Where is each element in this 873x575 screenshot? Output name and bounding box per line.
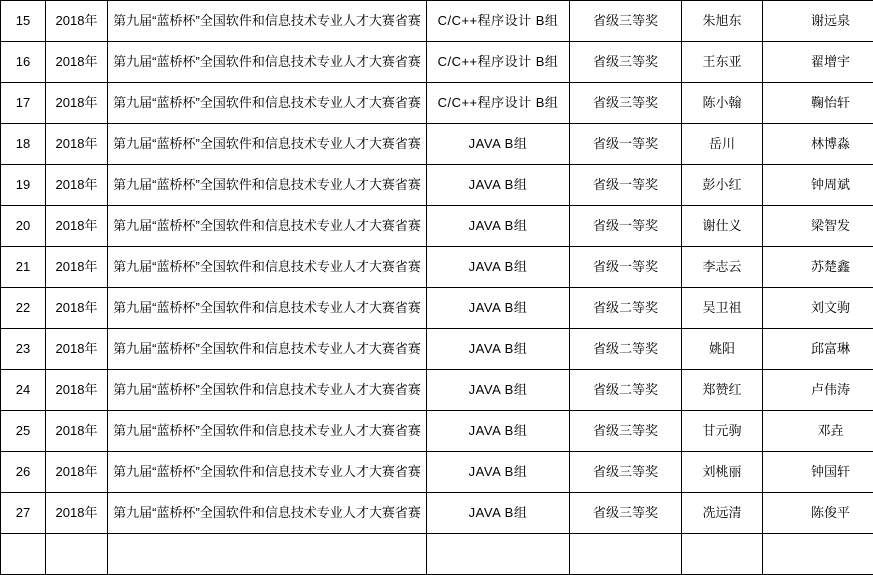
cell-level: 省级三等奖 — [570, 493, 682, 534]
cell-year: 2018年 — [46, 329, 108, 370]
cell-teacher: 陈俊平 — [763, 493, 873, 534]
cell-index — [1, 534, 46, 575]
cell-teacher: 刘文驹 — [763, 288, 873, 329]
cell-group: JAVA B组 — [427, 370, 570, 411]
cell-index: 17 — [1, 83, 46, 124]
cell-teacher: 林博淼 — [763, 124, 873, 165]
cell-index: 16 — [1, 42, 46, 83]
cell-group: JAVA B组 — [427, 493, 570, 534]
cell-group: JAVA B组 — [427, 247, 570, 288]
cell-group: JAVA B组 — [427, 452, 570, 493]
cell-student: 谢仕义 — [682, 206, 763, 247]
cell-competition: 第九届“蓝桥杯”全国软件和信息技术专业人才大赛省赛 — [108, 288, 427, 329]
cell-index: 23 — [1, 329, 46, 370]
cell-competition: 第九届“蓝桥杯”全国软件和信息技术专业人才大赛省赛 — [108, 1, 427, 42]
cell-group: C/C++程序设计 B组 — [427, 42, 570, 83]
cell-group: JAVA B组 — [427, 206, 570, 247]
cell-level: 省级一等奖 — [570, 247, 682, 288]
cell-year: 2018年 — [46, 83, 108, 124]
cell-index: 20 — [1, 206, 46, 247]
cell-level: 省级三等奖 — [570, 1, 682, 42]
cell-student: 李志云 — [682, 247, 763, 288]
cell-year: 2018年 — [46, 1, 108, 42]
cell-year: 2018年 — [46, 370, 108, 411]
cell-teacher: 邓垚 — [763, 411, 873, 452]
table-row — [1, 370, 873, 411]
cell-year: 2018年 — [46, 288, 108, 329]
table-row — [1, 165, 873, 206]
cell-group: JAVA B组 — [427, 329, 570, 370]
table-row — [1, 411, 873, 452]
cell-student: 朱旭东 — [682, 1, 763, 42]
cell-competition: 第九届“蓝桥杯”全国软件和信息技术专业人才大赛省赛 — [108, 42, 427, 83]
cell-index: 19 — [1, 165, 46, 206]
cell-group: JAVA B组 — [427, 411, 570, 452]
cell-teacher: 邱富琳 — [763, 329, 873, 370]
cell-competition — [108, 534, 427, 575]
cell-group: JAVA B组 — [427, 288, 570, 329]
cell-student: 陈小翰 — [682, 83, 763, 124]
table-row — [1, 452, 873, 493]
cell-competition: 第九届“蓝桥杯”全国软件和信息技术专业人才大赛省赛 — [108, 206, 427, 247]
cell-index: 21 — [1, 247, 46, 288]
cell-index: 24 — [1, 370, 46, 411]
cell-competition: 第九届“蓝桥杯”全国软件和信息技术专业人才大赛省赛 — [108, 452, 427, 493]
cell-level: 省级一等奖 — [570, 124, 682, 165]
cell-competition: 第九届“蓝桥杯”全国软件和信息技术专业人才大赛省赛 — [108, 329, 427, 370]
table-row — [1, 206, 873, 247]
cell-group — [427, 534, 570, 575]
cell-competition: 第九届“蓝桥杯”全国软件和信息技术专业人才大赛省赛 — [108, 165, 427, 206]
cell-index: 27 — [1, 493, 46, 534]
cell-level: 省级三等奖 — [570, 83, 682, 124]
cell-competition: 第九届“蓝桥杯”全国软件和信息技术专业人才大赛省赛 — [108, 493, 427, 534]
cell-student: 甘元驹 — [682, 411, 763, 452]
cell-year: 2018年 — [46, 452, 108, 493]
cell-teacher — [763, 534, 873, 575]
cell-year: 2018年 — [46, 247, 108, 288]
cell-level: 省级三等奖 — [570, 42, 682, 83]
cell-level: 省级一等奖 — [570, 206, 682, 247]
cell-student: 刘桃丽 — [682, 452, 763, 493]
cell-level: 省级二等奖 — [570, 370, 682, 411]
cell-index: 26 — [1, 452, 46, 493]
table-row — [1, 1, 873, 42]
cell-student: 吴卫祖 — [682, 288, 763, 329]
cell-teacher: 翟增宇 — [763, 42, 873, 83]
cell-student — [682, 534, 763, 575]
cell-teacher: 梁智发 — [763, 206, 873, 247]
table-row — [1, 493, 873, 534]
cell-teacher: 鞠怡轩 — [763, 83, 873, 124]
cell-student: 王东亚 — [682, 42, 763, 83]
cell-competition: 第九届“蓝桥杯”全国软件和信息技术专业人才大赛省赛 — [108, 370, 427, 411]
cell-group: C/C++程序设计 B组 — [427, 83, 570, 124]
cell-group: JAVA B组 — [427, 124, 570, 165]
cell-teacher: 谢远泉 — [763, 1, 873, 42]
cell-year: 2018年 — [46, 206, 108, 247]
cell-year — [46, 534, 108, 575]
cell-teacher: 钟周斌 — [763, 165, 873, 206]
cell-index: 22 — [1, 288, 46, 329]
cell-group: JAVA B组 — [427, 165, 570, 206]
cell-teacher: 苏楚鑫 — [763, 247, 873, 288]
table-row — [1, 42, 873, 83]
cell-level: 省级一等奖 — [570, 165, 682, 206]
cell-year: 2018年 — [46, 411, 108, 452]
cell-competition: 第九届“蓝桥杯”全国软件和信息技术专业人才大赛省赛 — [108, 411, 427, 452]
cell-student: 冼远清 — [682, 493, 763, 534]
cell-competition: 第九届“蓝桥杯”全国软件和信息技术专业人才大赛省赛 — [108, 247, 427, 288]
cell-index: 15 — [1, 1, 46, 42]
cell-year: 2018年 — [46, 165, 108, 206]
cell-year: 2018年 — [46, 124, 108, 165]
cell-student: 彭小红 — [682, 165, 763, 206]
cell-level: 省级二等奖 — [570, 288, 682, 329]
table-row — [1, 534, 873, 575]
cell-competition: 第九届“蓝桥杯”全国软件和信息技术专业人才大赛省赛 — [108, 83, 427, 124]
cell-index: 25 — [1, 411, 46, 452]
table-body — [1, 1, 873, 575]
cell-student: 郑赞红 — [682, 370, 763, 411]
cell-year: 2018年 — [46, 493, 108, 534]
cell-level — [570, 534, 682, 575]
cell-competition: 第九届“蓝桥杯”全国软件和信息技术专业人才大赛省赛 — [108, 124, 427, 165]
cell-teacher: 卢伟涛 — [763, 370, 873, 411]
cell-index: 18 — [1, 124, 46, 165]
cell-level: 省级三等奖 — [570, 411, 682, 452]
table-row — [1, 288, 873, 329]
table-row — [1, 124, 873, 165]
cell-year: 2018年 — [46, 42, 108, 83]
cell-teacher: 钟国轩 — [763, 452, 873, 493]
table-row — [1, 329, 873, 370]
cell-level: 省级二等奖 — [570, 329, 682, 370]
cell-student: 姚阳 — [682, 329, 763, 370]
table-row — [1, 83, 873, 124]
cell-level: 省级三等奖 — [570, 452, 682, 493]
cell-group: C/C++程序设计 B组 — [427, 1, 570, 42]
cell-student: 岳川 — [682, 124, 763, 165]
table-row — [1, 247, 873, 288]
